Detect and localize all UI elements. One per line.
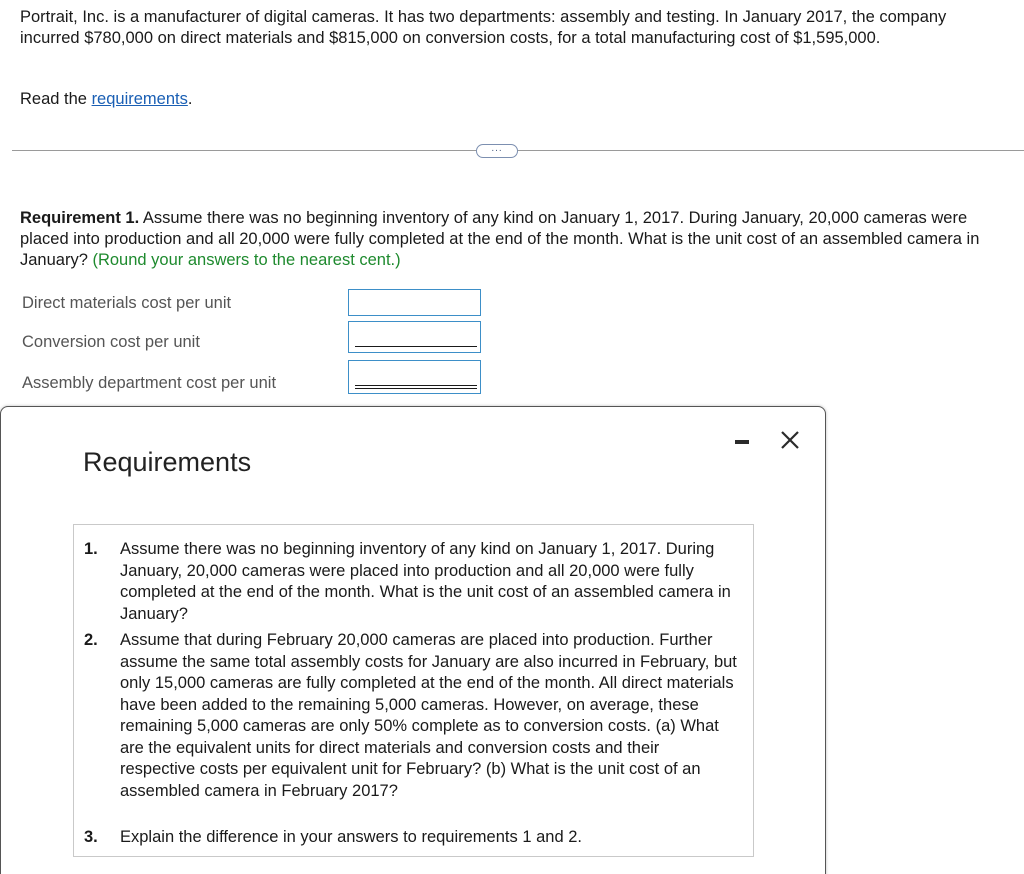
assembly-cost-input[interactable] — [352, 363, 481, 383]
list-item-text: Explain the difference in your answers to requirements 1 and 2. — [120, 828, 582, 846]
list-item-number: 2. — [84, 631, 98, 649]
double-underline — [355, 385, 477, 389]
requirements-list — [73, 524, 754, 857]
list-item-number: 3. — [84, 828, 98, 846]
minimize-icon — [735, 440, 749, 444]
list-item-text: Assume there was no beginning inventory of any kind on January 1, 2017. During January, 20,000 cameras were placed into production and all 20,000 were fully completed at the end of the month. What is the unit cost of an assembled camera in January? — [120, 540, 731, 623]
conversion-cost-label: Conversion cost per unit — [22, 333, 200, 351]
single-underline — [355, 346, 477, 347]
rounding-hint: (Round your answers to the nearest cent.) — [87, 251, 401, 269]
minimize-button[interactable] — [729, 429, 753, 453]
read-requirements-line — [20, 89, 192, 110]
requirement-1-prompt — [20, 208, 1020, 271]
close-icon — [777, 427, 803, 453]
expand-more-button[interactable]: ... — [476, 144, 518, 158]
requirement-1-text: Assume there was no beginning inventory of any kind on January 1, 2017. During January, 20,000 cameras were placed into production and all 20,000 were fully completed at the end of the month. What is the unit cost of an assembled camera in January? — [20, 209, 980, 269]
list-item-number: 1. — [84, 540, 98, 558]
modal-title: Requirements — [83, 447, 252, 477]
read-prefix: Read the — [20, 90, 92, 108]
list-item-text: Assume that during February 20,000 cameras are placed into production. Further assume the same total assembly costs for January are also incurred in February, but only 15,000 cameras are fully completed at the end of the month. All direct materials have been added to the remaining 5,000 cameras. However, on average, these remaining 5,000 cameras are only 50% complete as to conversion costs. (a) What are the equivalent units for direct materials and conversion costs and their respective costs per equivalent unit for February? (b) What is the unit cost of an assembled camera in February 2017? — [120, 631, 737, 800]
direct-materials-input[interactable] — [352, 292, 481, 312]
section-divider — [12, 150, 1024, 151]
requirements-link[interactable]: requirements — [91, 90, 188, 108]
assembly-cost-label: Assembly department cost per unit — [22, 374, 277, 392]
read-suffix: . — [187, 90, 193, 108]
conversion-cost-input[interactable] — [352, 324, 481, 344]
conversion-cost-answer-box[interactable] — [348, 321, 481, 353]
requirement-1-heading: Requirement 1. — [20, 209, 140, 227]
close-button[interactable] — [777, 427, 803, 453]
requirements-modal — [0, 406, 826, 874]
direct-materials-label: Direct materials cost per unit — [22, 294, 232, 312]
assembly-cost-answer-box[interactable] — [348, 360, 481, 394]
direct-materials-answer-box[interactable] — [348, 289, 481, 316]
problem-intro: Portrait, Inc. is a manufacturer of digital cameras. It has two departments: assembly and testing. In January 2017, the company incurred $780,000 on direct materials and $815,000 on conversion costs, for a total manufacturing cost of $1,595,000. — [20, 8, 947, 47]
